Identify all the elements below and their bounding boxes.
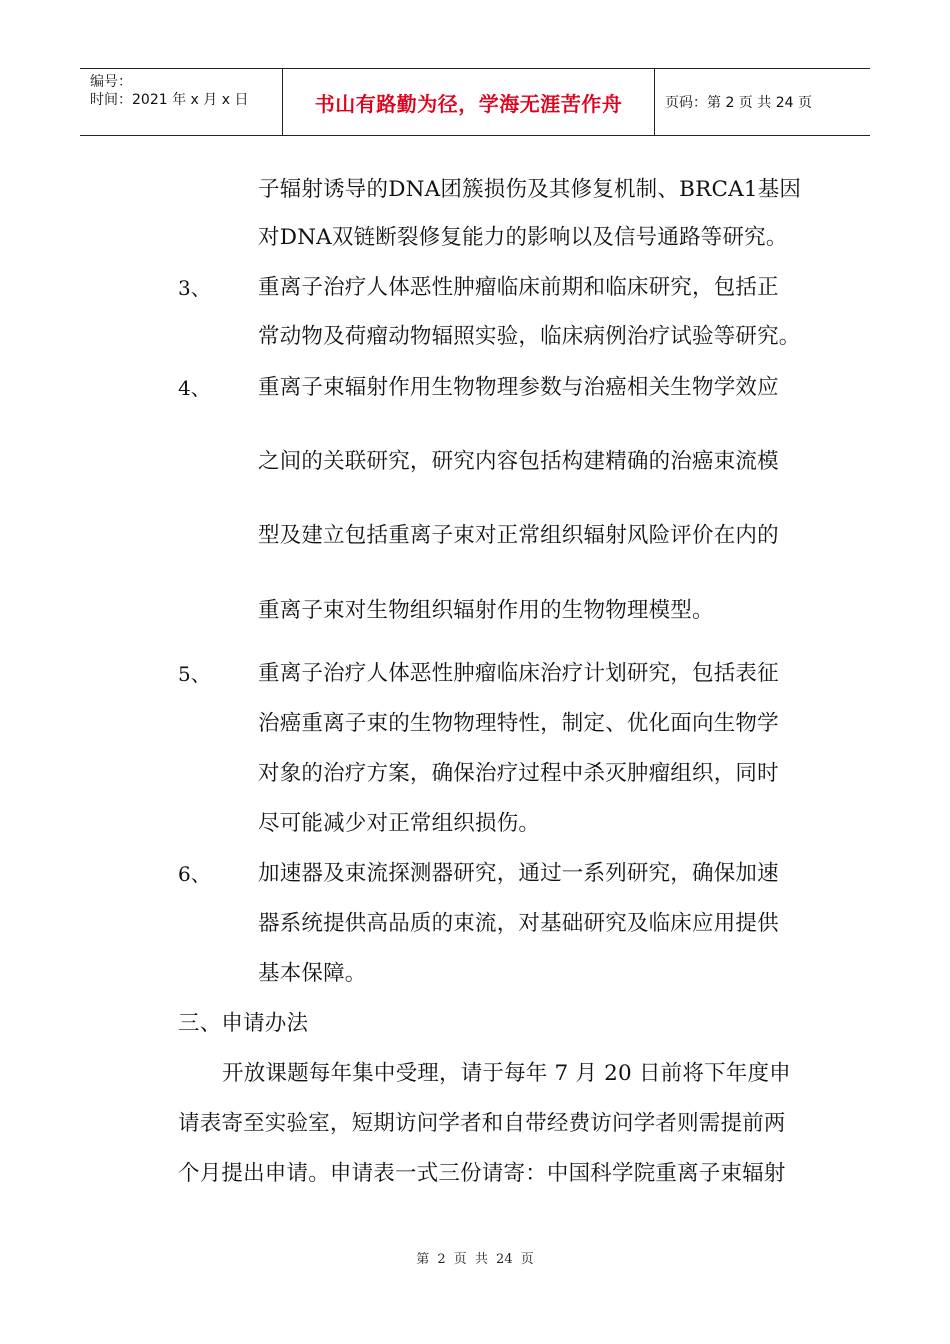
body-line-12: 尽可能减少对正常组织损伤。 bbox=[258, 811, 541, 836]
body-line-11: 对象的治疗方案，确保治疗过程中杀灭肿瘤组织，同时 bbox=[258, 761, 779, 786]
body-line-6: 之间的关联研究，研究内容包括构建精确的治癌束流模 bbox=[258, 449, 779, 474]
body-line-1: 子辐射诱导的DNA团簇损伤及其修复机制、BRCA1基因 bbox=[258, 177, 802, 202]
page-footer: 第 2 页 共 24 页 bbox=[416, 1252, 534, 1267]
item-number-3: 3、 bbox=[178, 276, 211, 300]
body-line-17: 开放课题每年集中受理，请于每年 7 月 20 日前将下年度申 bbox=[222, 1061, 791, 1086]
body-line-3: 重离子治疗人体恶性肿瘤临床前期和临床研究，包括正 bbox=[258, 275, 779, 300]
header-meta bbox=[80, 69, 283, 135]
item-number-6: 6、 bbox=[178, 862, 211, 886]
time-label: 时间：2021 年 x 月 x 日 bbox=[90, 92, 249, 108]
item-number-5: 5、 bbox=[178, 662, 211, 686]
body-line-19: 个月提出申请。申请表一式三份请寄：中国科学院重离子束辐射 bbox=[178, 1161, 786, 1186]
header-page-info: 页码：第 2 页 共 24 页 bbox=[665, 95, 812, 111]
body-line-2: 对DNA双链断裂修复能力的影响以及信号通路等研究。 bbox=[258, 225, 788, 250]
body-line-13: 加速器及束流探测器研究，通过一系列研究，确保加速 bbox=[258, 861, 779, 886]
body-line-14: 器系统提供高品质的束流，对基础研究及临床应用提供 bbox=[258, 911, 779, 936]
body-line-9: 重离子治疗人体恶性肿瘤临床治疗计划研究，包括表征 bbox=[258, 661, 779, 686]
header-motto: 书山有路勤为径，学海无涯苦作舟 bbox=[283, 69, 655, 135]
body-line-18: 请表寄至实验室，短期访问学者和自带经费访问学者则需提前两 bbox=[178, 1111, 786, 1136]
page-header bbox=[80, 68, 870, 136]
section-heading: 三、申请办法 bbox=[178, 1011, 309, 1036]
body-line-15: 基本保障。 bbox=[258, 961, 367, 986]
body-line-7: 型及建立包括重离子束对正常组织辐射风险评价在内的 bbox=[258, 523, 779, 548]
serial-label: 编号： bbox=[90, 74, 132, 90]
body-line-4: 常动物及荷瘤动物辐照实验，临床病例治疗试验等研究。 bbox=[258, 324, 801, 349]
item-number-4: 4、 bbox=[178, 376, 211, 400]
body-line-10: 治癌重离子束的生物物理特性，制定、优化面向生物学 bbox=[258, 711, 779, 736]
body-line-8: 重离子束对生物组织辐射作用的生物物理模型。 bbox=[258, 598, 714, 623]
body-line-5: 重离子束辐射作用生物物理参数与治癌相关生物学效应 bbox=[258, 375, 779, 400]
